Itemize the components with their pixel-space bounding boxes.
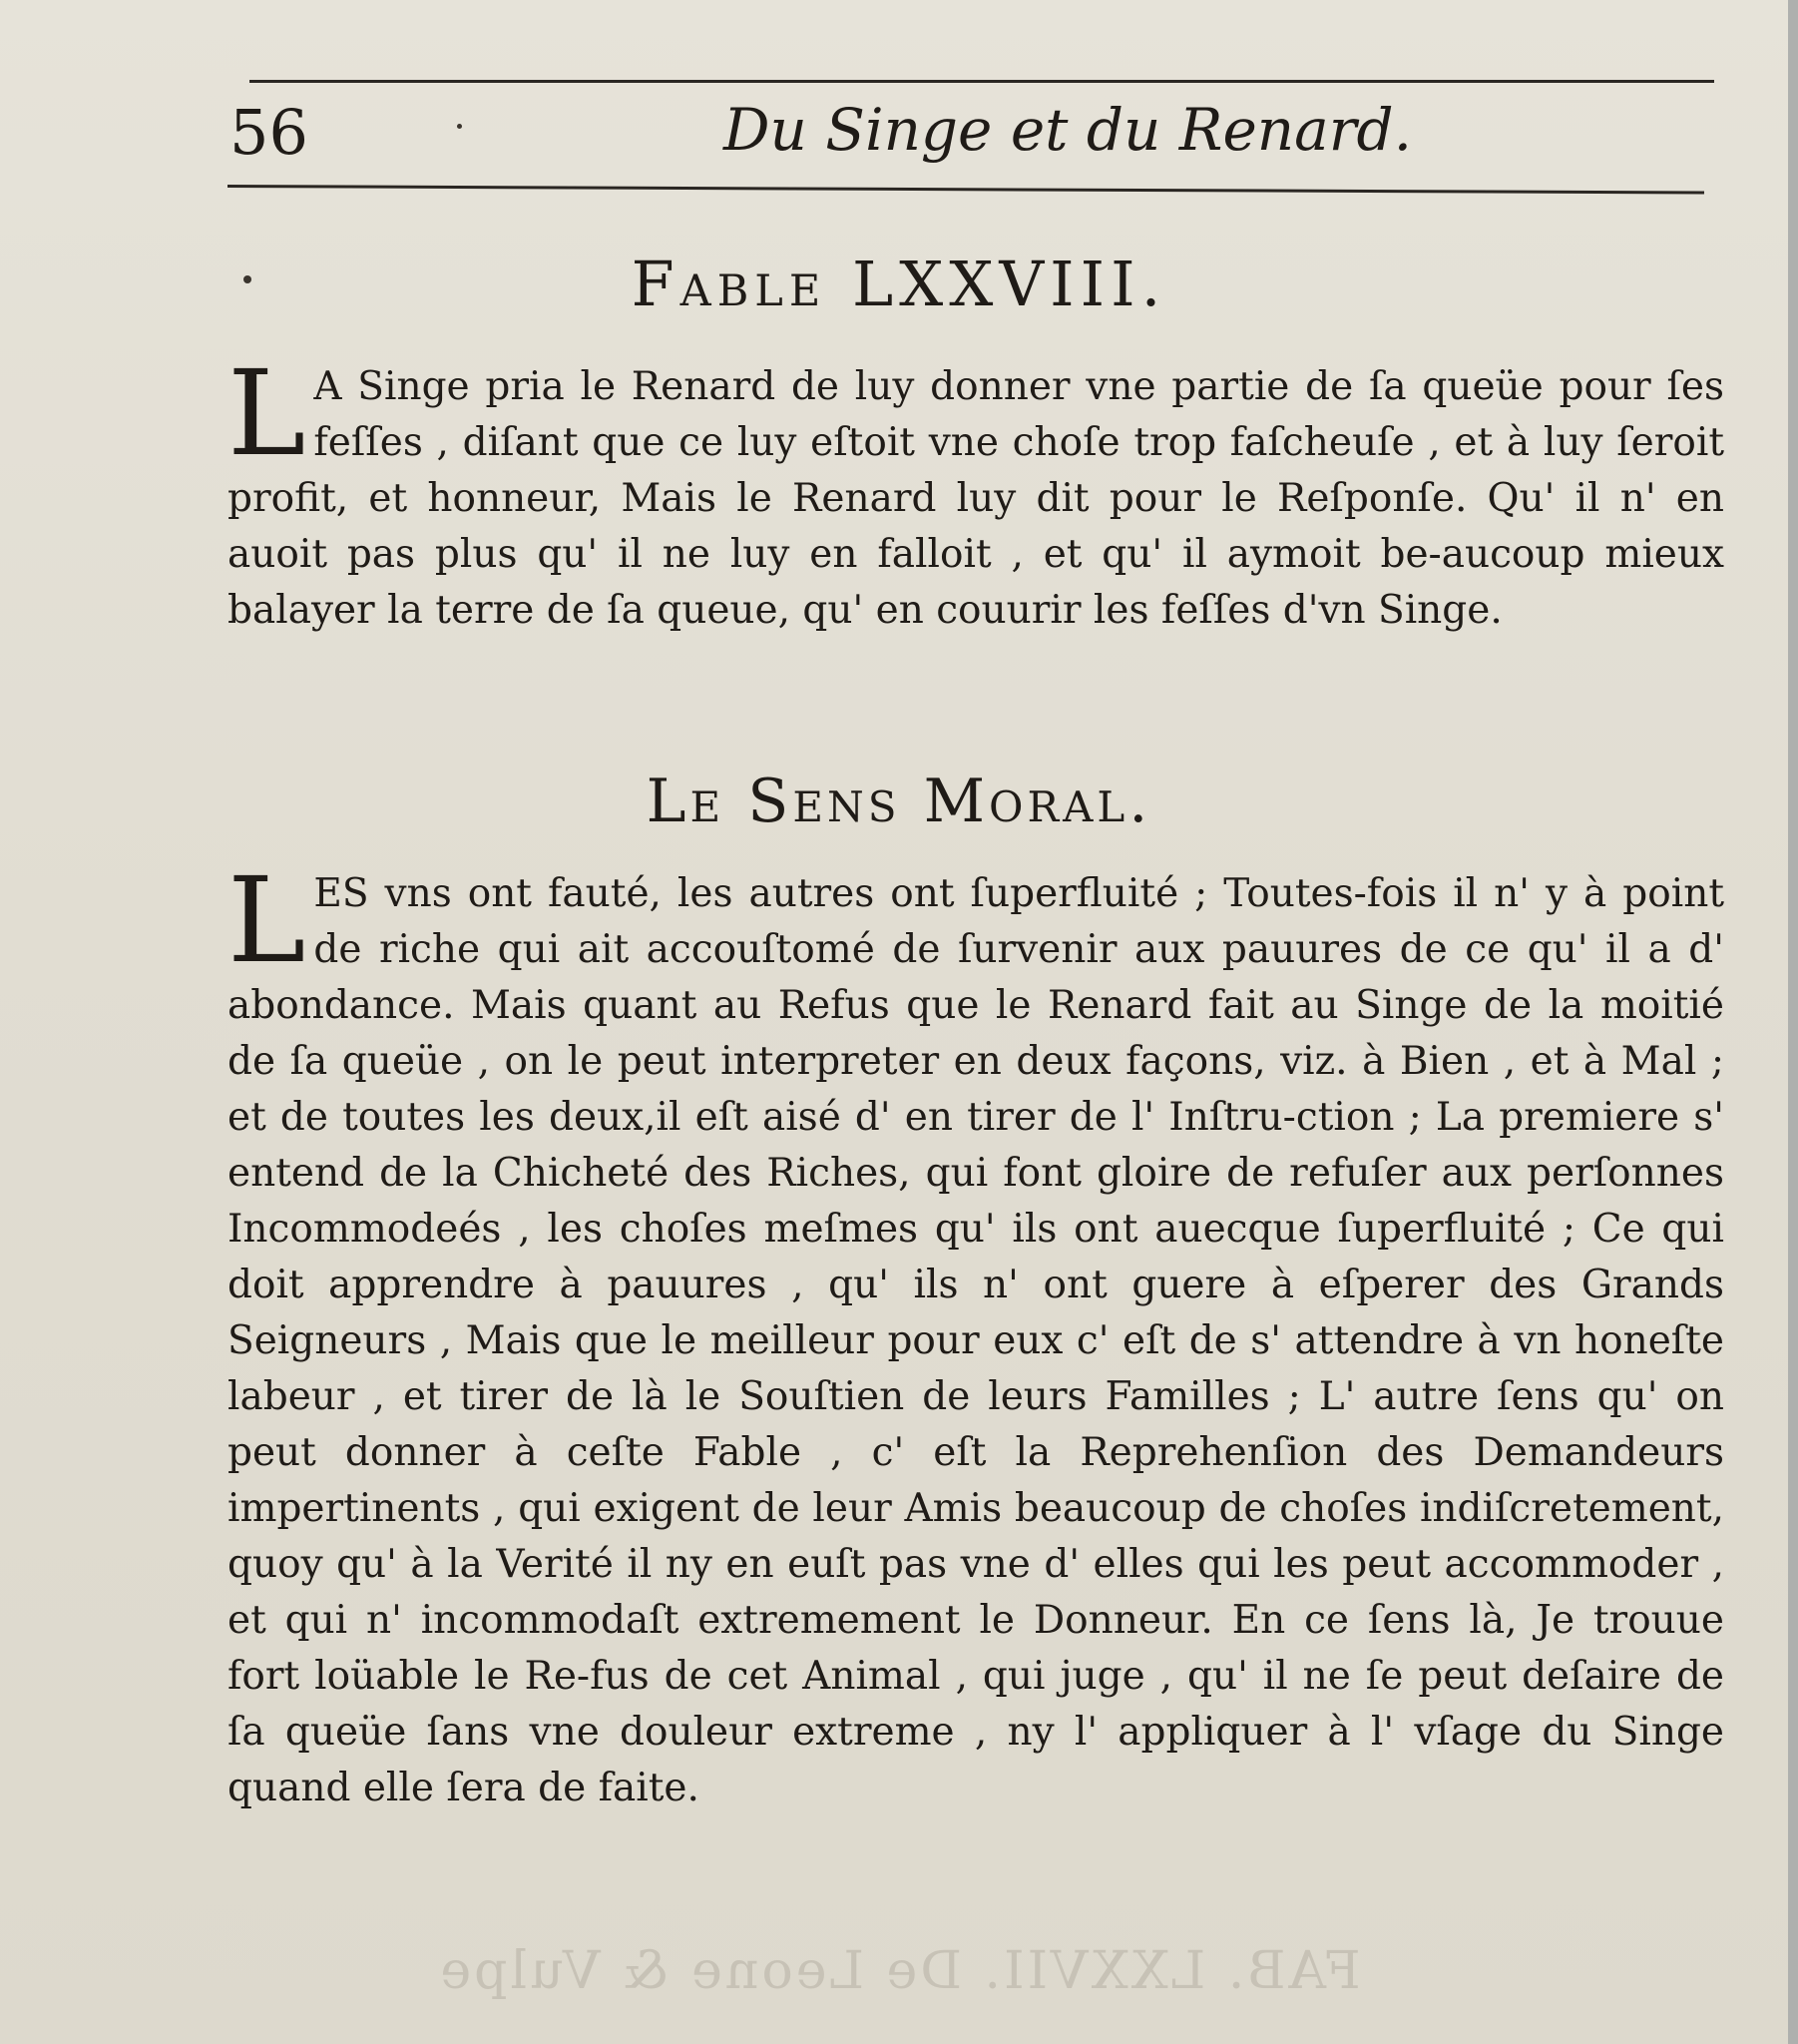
ink-speck	[457, 124, 462, 129]
fable-title: Fable LXXVIII.	[631, 248, 1167, 320]
moral-text: ES vns ont fauté, les autres ont ſuperfluité ; Toutes-fois il n' y à point de riche qui ait accouſtomé de ſurvenir aux pauures de ce qu' il a d' abondance. Mais quant au Refus que le Renard fait au Singe de la moitié de ſa queüe , on le peut interpreter en deux façons, viz. à Bien , et à Mal ; et de toutes les deux,il eſt aisé d' en tirer de l' Inſtru-ction ; La premiere s' entend de la Chicheté des Riches, qui font gloire de refuſer aux perſonnes Incommodeés , les choſes meſmes qu' ils ont auecque ſuperfluité ; Ce qui doit apprendre à pauures , qu' ils n' ont guere à eſperer des Grands Seigneurs , Mais que le meilleur pour eux c' eſt de s' attendre à vn honeſte labeur , et tirer de là le Souſtien de leurs Familles ; L' autre ſens qu' on peut donner à ceſte Fable , c' eſt la Reprehenſion des Demandeurs impertinents , qui exigent de leur Amis beaucoup de choſes indiſcretement, quoy qu' à la Verité il ny en euſt pas vne d' elles qui les peut accommoder , et qui n' incommodaſt extremement le Donneur. En ce ſens là, Je trouue fort loüable le Re-fus de cet Animal , qui juge , qu' il ne ſe peut deſaire de ſa queüe ſans vne douleur extreme , ny l' appliquer à l' vſage du Singe quand elle ſera de faite.	[227, 871, 1724, 1810]
header-rule-bottom	[227, 185, 1704, 194]
ink-speck	[243, 275, 251, 283]
running-title: Du Singe et du Renard.	[723, 96, 1413, 164]
moral-title: Le Sens Moral.	[646, 766, 1152, 836]
fable-text: A Singe pria le Renard de luy donner vne partie de ſa queüe pour ſes feſſes , diſant que ce luy eſtoit vne choſe trop faſcheuſe , et à luy ſeroit profit, et honneur, Mais le Renard luy dit pour le Reſponſe. Qu' il n' en auoit pas plus qu' il ne luy en falloit , et qu' il aymoit be-aucoup mieux balayer la terre de ſa queue, qu' en couurir les feſſes d'vn Singe.	[227, 364, 1724, 633]
show-through-text: FAB. LXXVII. De Leone & Vulpe	[437, 1941, 1361, 2001]
fable-dropcap: L	[227, 344, 306, 482]
fable-text-block	[227, 344, 1724, 639]
moral-dropcap: L	[227, 851, 306, 989]
page-number: 56	[229, 96, 308, 169]
moral-text-block	[227, 851, 1724, 1816]
header-rule-top	[249, 80, 1714, 83]
